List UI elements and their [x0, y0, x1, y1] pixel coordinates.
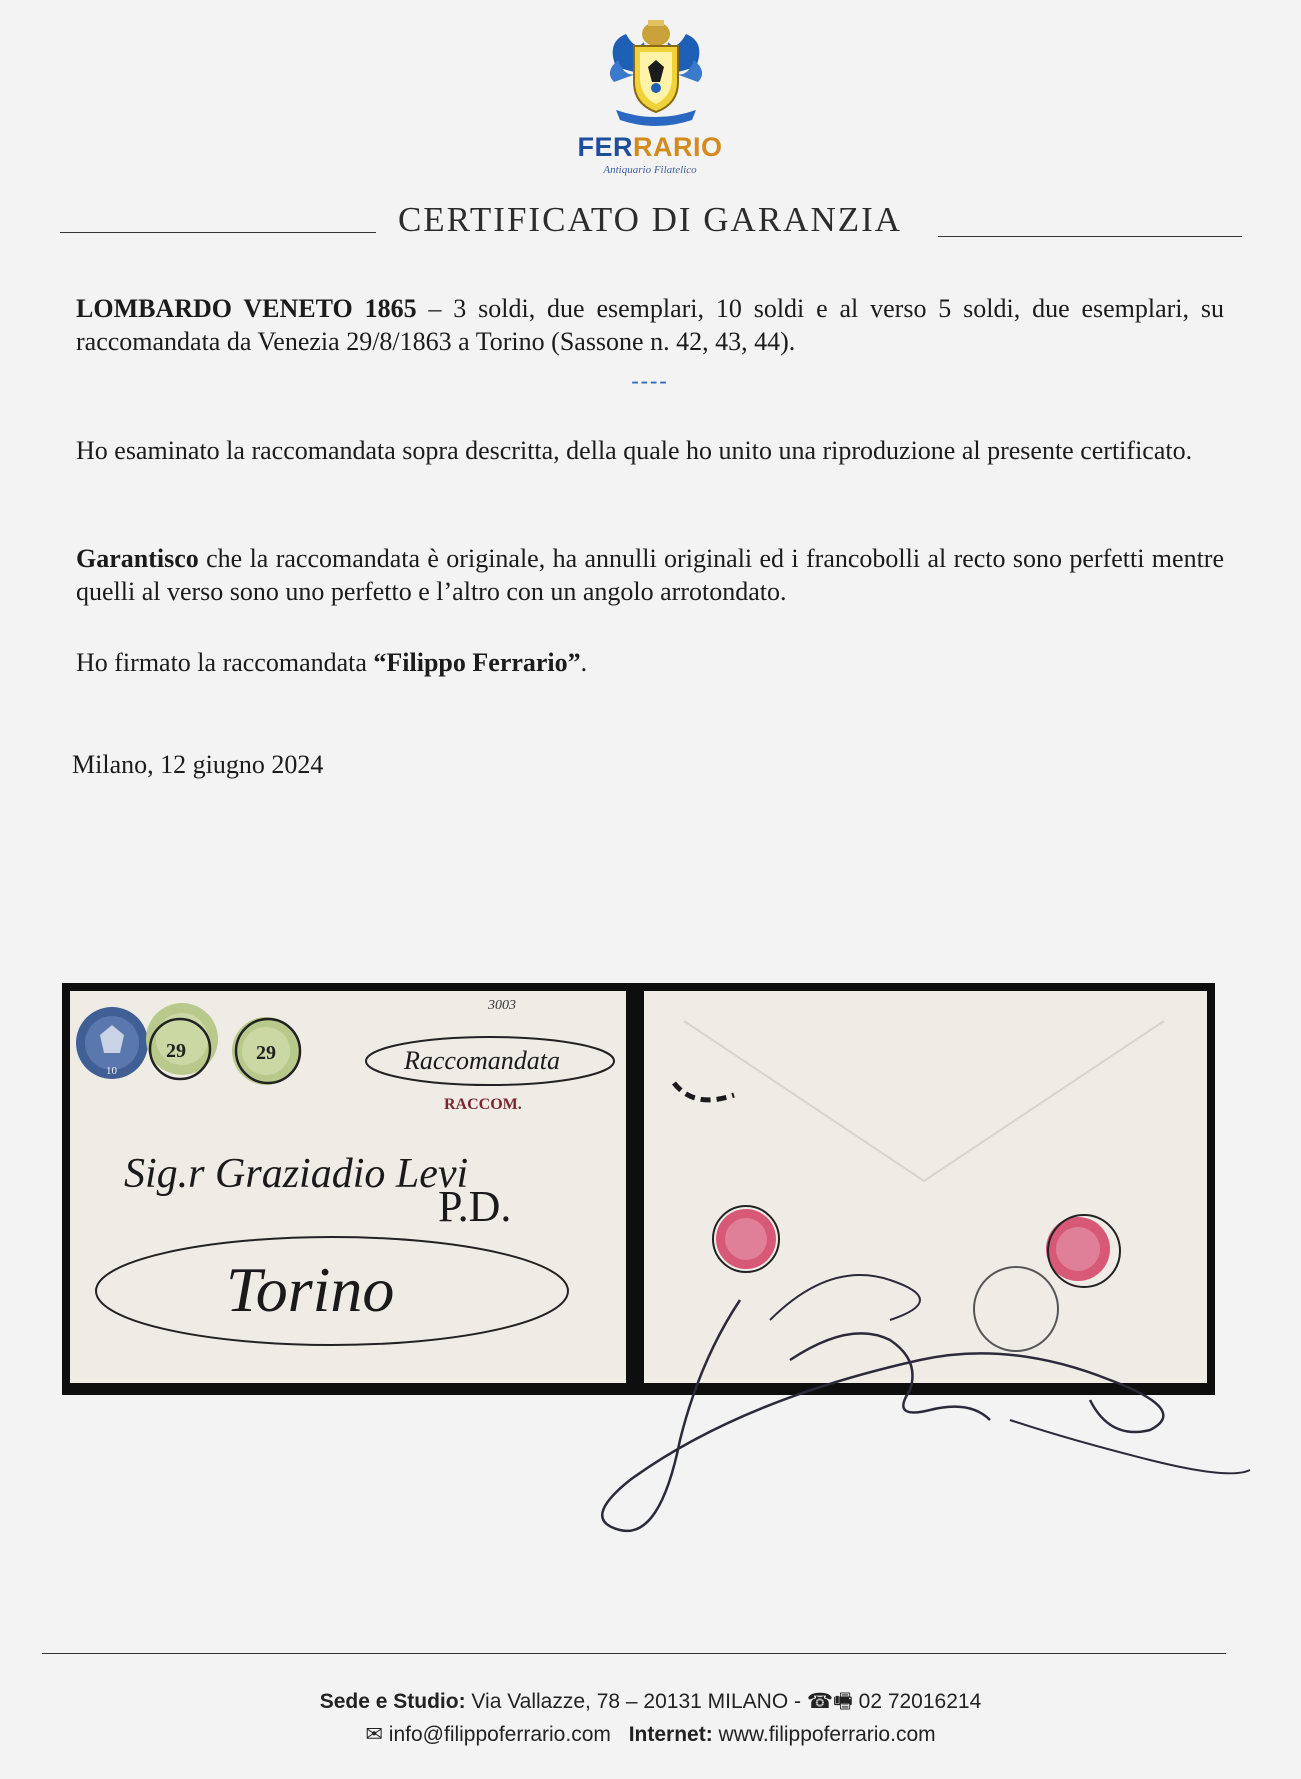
svg-text:29: 29: [166, 1040, 186, 1062]
pd-mark: P.D.: [438, 1182, 512, 1231]
separator: ----: [631, 368, 669, 393]
footer-address-text: Via Vallazze, 78 – 20131 MILANO - ☎🖷 02 72016214: [465, 1690, 982, 1713]
examination-paragraph: Ho esaminato la raccomandata sopra descritta, della quale ho unito una riproduzione al presente certificato.: [76, 436, 1193, 465]
footer-internet-label: Internet:: [628, 1723, 713, 1746]
footer-address-label: Sede e Studio:: [319, 1690, 466, 1713]
raccom-stamp: RACCOM.: [444, 1096, 522, 1113]
title-rule-left: [60, 232, 376, 233]
description-paragraph: [76, 292, 1224, 358]
title-rule-right: [938, 236, 1242, 237]
crest-logo: [596, 12, 716, 132]
signature-paragraph: [76, 646, 1224, 679]
guarantee-paragraph: [76, 542, 1224, 608]
guarantee-text: che la raccomandata è originale, ha annulli originali ed i francobolli al recto sono perfetti mentre quelli al verso sono uno perfetto e l’altro con un angolo arrotondato.: [76, 544, 1224, 606]
signature-name: “Filippo Ferrario”: [373, 648, 581, 677]
svg-text:29: 29: [256, 1042, 276, 1064]
envelope-icon: ✉: [365, 1723, 383, 1746]
brand-name: FERRARIO: [577, 132, 723, 162]
footer-website[interactable]: www.filippoferrario.com: [712, 1723, 936, 1746]
description-heading: LOMBARDO VENETO 1865: [76, 294, 417, 323]
footer-rule: [42, 1653, 1226, 1654]
signature-text: Ho firmato la raccomandata: [76, 648, 374, 677]
brand-subtitle: Antiquario Filatelico: [603, 164, 697, 176]
raccomandata-label: Raccomandata: [404, 1046, 560, 1075]
signature: [590, 1240, 1270, 1560]
signature-end: .: [580, 648, 588, 677]
footer-address: [0, 1687, 1301, 1722]
cover-number: 3003: [488, 998, 516, 1013]
certificate-title: CERTIFICATO DI GARANZIA: [397, 200, 903, 239]
description-text: – 3 soldi, due esemplari, 10 soldi e al verso 5 soldi, due esemplari, su raccomandata da Venezia 29/8/1863 a Torino (Sassone n. 42, 43, 44).: [76, 294, 1224, 356]
cover-front-drawing: [70, 991, 626, 1383]
blue-stamp-value: 10: [106, 1065, 117, 1077]
addressee: Sig.r Graziadio Levi: [124, 1151, 469, 1197]
cover-front: [70, 991, 626, 1383]
footer-email[interactable]: info@filippoferrario.com: [382, 1723, 611, 1746]
footer-contacts: [0, 1722, 1301, 1747]
guarantee-heading: Garantisco: [76, 544, 199, 573]
date-line: Milano, 12 giugno 2024: [72, 750, 324, 779]
city: Torino: [226, 1254, 395, 1325]
